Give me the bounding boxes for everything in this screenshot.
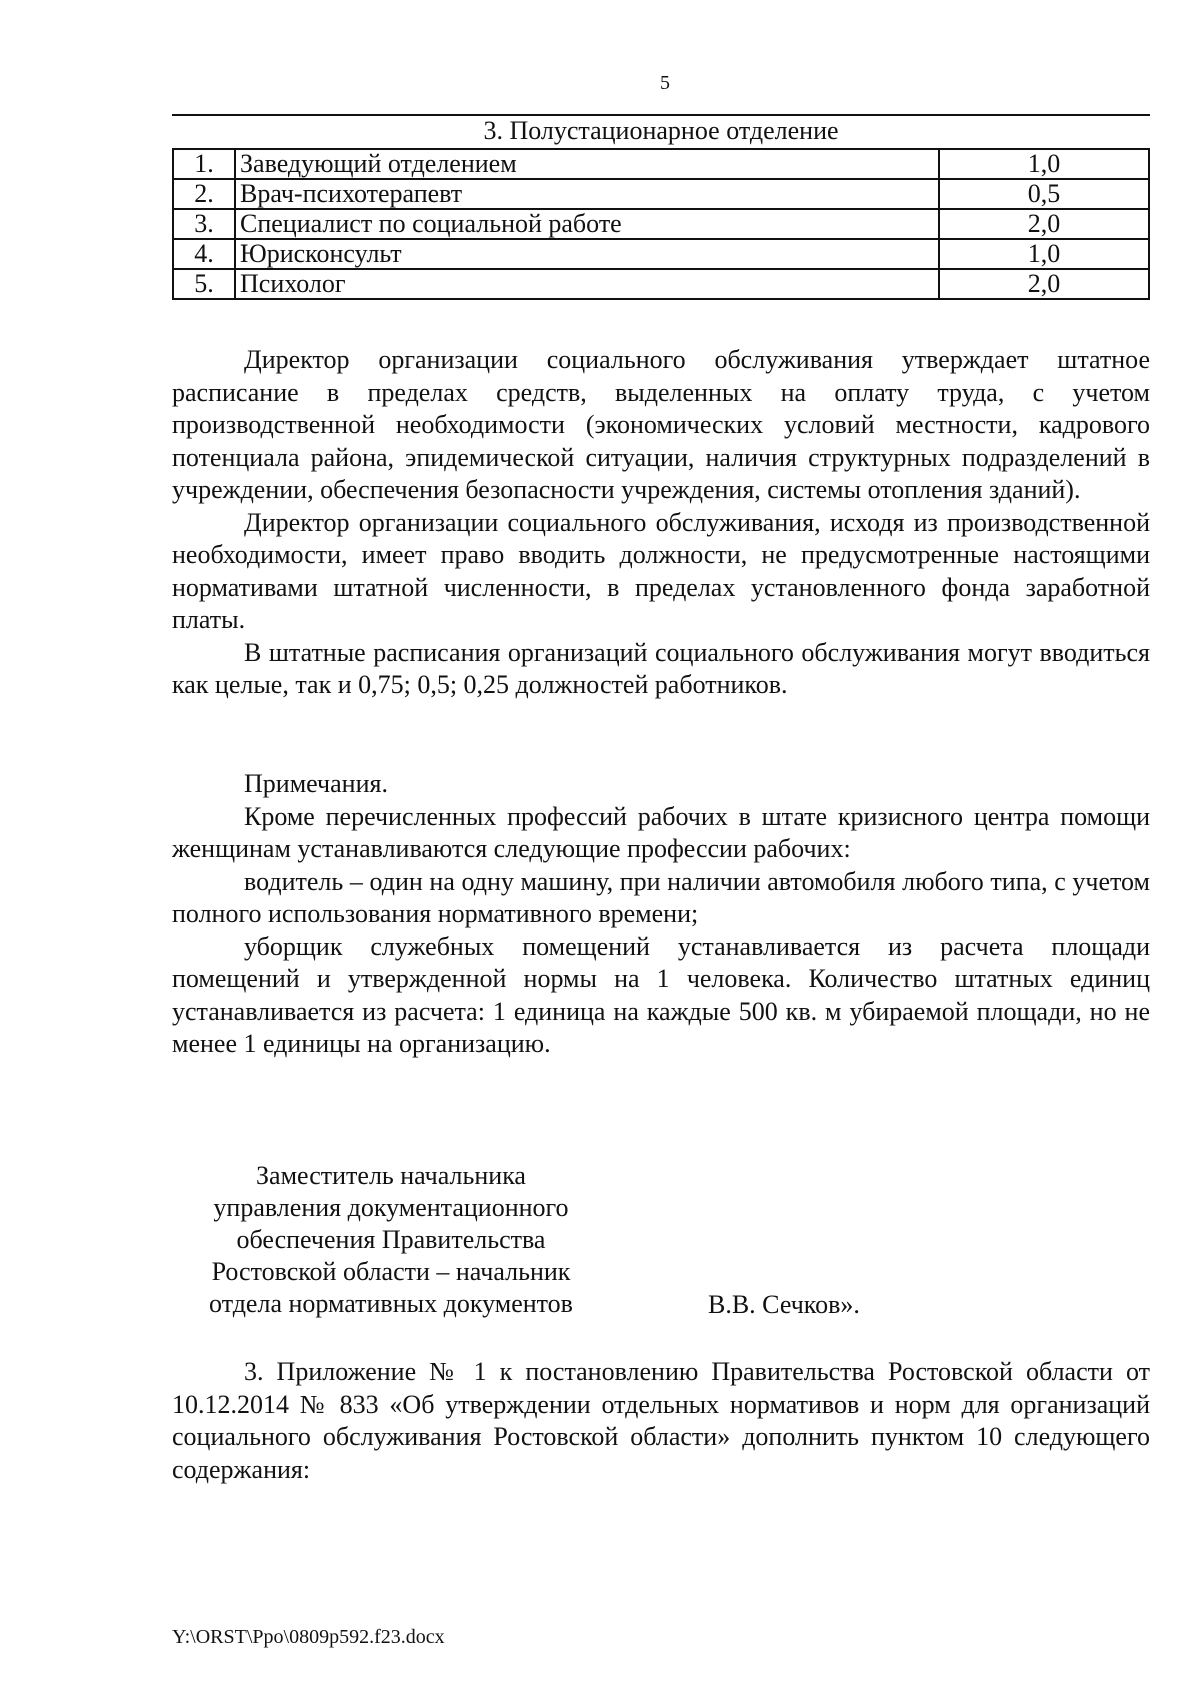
signatory-line: отдела нормативных документов <box>209 1289 573 1318</box>
table-row <box>173 269 1149 299</box>
page-number: 5 <box>660 72 670 94</box>
row-number: 4. <box>173 239 235 269</box>
signatory-line: обеспечения Правительства <box>236 1225 546 1254</box>
note-item: уборщик служебных помещений устанавливается из расчета площади помещений и утвержденной нормы на 1 человека. Количество штатных единиц устанавливается из расчета: 1 единица на каждые 500 кв. м убираемой площади, но не менее 1 единицы на организацию. <box>172 931 1150 1058</box>
table-row <box>173 149 1149 179</box>
signatory-line: Ростовской области – начальник <box>211 1257 571 1286</box>
position-name: Заведующий отделением <box>235 149 939 179</box>
notes-title: Примечания. <box>244 769 388 798</box>
paragraph-director-schedule: Директор организации социального обслуживания утверждает штатное расписание в пределах средств, выделенных на оплату труда, с учетом производственной необходимости (экономических условий местности, кадрового потенциала района, эпидемической ситуации, наличия структурных подразделений в учреждении, обеспечения безопасности учреждения, системы отопления зданий). <box>172 345 1150 504</box>
note-item: водитель – один на одну машину, при наличии автомобиля любого типа, с учетом полного использования нормативного времени; <box>172 866 1150 928</box>
staff-rate: 2,0 <box>939 269 1149 299</box>
notes-section <box>172 768 1150 1061</box>
table-row <box>173 209 1149 239</box>
footer-file-path: Y:\ORST\Ppo\0809p592.f23.docx <box>172 1626 445 1648</box>
amendment-item <box>172 1356 1150 1486</box>
staff-rate: 2,0 <box>939 209 1149 239</box>
staff-rate: 1,0 <box>939 149 1149 179</box>
paragraph-director-positions: Директор организации социального обслуживания, исходя из производственной необходимости, имеет право вводить должности, не предусмотренные настоящими нормативами штатной численности, в пределах установленного фонда заработной платы. <box>172 507 1150 634</box>
signatory-name: В.В. Сечков». <box>708 1290 860 1319</box>
staffing-table <box>172 148 1150 300</box>
position-name: Юрисконсульт <box>235 239 939 269</box>
row-number: 2. <box>173 179 235 209</box>
position-name: Врач-психотерапевт <box>235 179 939 209</box>
signatory-line: Заместитель начальника <box>256 1161 526 1190</box>
position-name: Специалист по социальной работе <box>235 209 939 239</box>
signatory-title <box>172 1160 610 1320</box>
amendment-text: 3. Приложение № 1 к постановлению Правительства Ростовской области от 10.12.2014 № 833 «Об утверждении отдельных нормативов и норм для организаций социального обслуживания Ростовской области» дополнить пунктом 10 следующего содержания: <box>172 1357 1150 1484</box>
body-text <box>172 344 1150 702</box>
position-name: Психолог <box>235 269 939 299</box>
row-number: 1. <box>173 149 235 179</box>
staff-rate: 0,5 <box>939 179 1149 209</box>
staff-rate: 1,0 <box>939 239 1149 269</box>
signatory-line: управления документационного <box>213 1193 569 1222</box>
row-number: 5. <box>173 269 235 299</box>
paragraph-fractional-positions: В штатные расписания организаций социального обслуживания могут вводиться как целые, так и 0,75; 0,5; 0,25 должностей работников. <box>172 637 1150 699</box>
table-row <box>173 179 1149 209</box>
note-item: Кроме перечисленных профессий рабочих в штате кризисного центра помощи женщинам устанавливаются следующие профессии рабочих: <box>172 801 1150 863</box>
section-title: 3. Полустационарное отделение <box>483 116 839 145</box>
table-row <box>173 239 1149 269</box>
row-number: 3. <box>173 209 235 239</box>
